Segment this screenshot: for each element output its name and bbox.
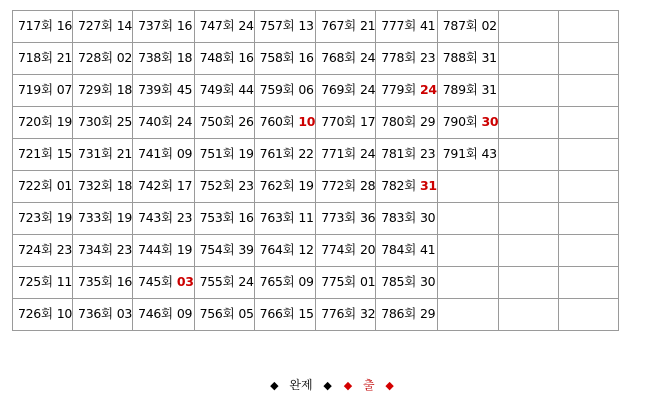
table-row <box>13 203 619 235</box>
legend-complete-label: 완제 <box>289 378 313 392</box>
table-cell <box>194 75 254 107</box>
draw-number: 26 <box>238 114 254 129</box>
table-cell <box>13 11 73 43</box>
table-cell <box>194 43 254 75</box>
table-cell <box>194 203 254 235</box>
draw-round-label: 748회 <box>199 50 235 65</box>
empty-cell <box>499 107 559 139</box>
table-cell <box>254 75 316 107</box>
table-cell <box>437 11 499 43</box>
draw-round-label: 767회 <box>321 18 356 33</box>
table-cell <box>376 235 438 267</box>
draw-number: 16 <box>56 18 73 33</box>
draw-round-label: 782회 <box>381 178 416 193</box>
table-row <box>13 235 619 267</box>
table-cell <box>194 299 254 331</box>
empty-cell <box>499 203 559 235</box>
draw-number: 41 <box>419 18 436 33</box>
table-row <box>13 11 619 43</box>
table-cell <box>133 267 195 299</box>
black-diamond-icon: ◆ <box>270 379 279 392</box>
draw-number: 30 <box>481 114 499 129</box>
table-cell <box>13 299 73 331</box>
table-cell <box>254 203 316 235</box>
draw-round-label: 773회 <box>321 210 356 225</box>
table-cell <box>194 267 254 299</box>
draw-number: 11 <box>298 210 314 225</box>
draw-number: 24 <box>359 82 376 97</box>
draw-number: 16 <box>116 274 133 289</box>
draw-round-label: 722회 <box>18 178 53 193</box>
draw-number: 03 <box>176 274 194 289</box>
draw-number: 16 <box>238 50 254 65</box>
draw-number: 29 <box>419 114 436 129</box>
draw-number: 23 <box>238 178 254 193</box>
draw-round-label: 754회 <box>199 242 235 257</box>
draw-number: 23 <box>176 210 193 225</box>
table-cell <box>13 171 73 203</box>
draw-round-label: 719회 <box>18 82 53 97</box>
draw-round-label: 720회 <box>18 114 53 129</box>
table-cell <box>133 203 195 235</box>
draw-round-label: 761회 <box>259 146 295 161</box>
empty-cell <box>499 267 559 299</box>
table-cell <box>316 11 376 43</box>
table-cell <box>254 107 316 139</box>
table-cell <box>13 203 73 235</box>
table-cell <box>194 171 254 203</box>
draw-round-label: 775회 <box>321 274 356 289</box>
draw-round-label: 724회 <box>18 242 53 257</box>
table-cell <box>316 107 376 139</box>
draw-round-label: 770회 <box>321 114 356 129</box>
draw-number: 18 <box>116 82 133 97</box>
draw-number: 30 <box>419 274 436 289</box>
black-diamond-icon: ◆ <box>323 379 332 392</box>
draw-round-label: 763회 <box>259 210 295 225</box>
draw-number: 19 <box>56 210 73 225</box>
draw-number: 16 <box>176 18 193 33</box>
empty-cell <box>499 139 559 171</box>
table-cell <box>73 235 133 267</box>
draw-number: 44 <box>238 82 254 97</box>
table-cell <box>316 299 376 331</box>
draw-round-label: 756회 <box>199 306 235 321</box>
draw-round-label: 739회 <box>138 82 173 97</box>
table-cell <box>316 235 376 267</box>
draw-number: 43 <box>481 146 497 161</box>
draw-number: 19 <box>298 178 314 193</box>
draw-round-label: 785회 <box>381 274 416 289</box>
draw-number: 10 <box>298 114 316 129</box>
empty-cell <box>559 267 619 299</box>
empty-cell <box>499 75 559 107</box>
empty-cell <box>499 11 559 43</box>
draw-number: 09 <box>298 274 314 289</box>
table-cell <box>376 43 438 75</box>
table-cell <box>254 171 316 203</box>
draw-round-label: 725회 <box>18 274 53 289</box>
draw-number: 24 <box>176 114 193 129</box>
draw-number: 12 <box>298 242 314 257</box>
draw-round-label: 740회 <box>138 114 173 129</box>
table-cell <box>73 171 133 203</box>
empty-cell <box>437 203 499 235</box>
draw-round-label: 744회 <box>138 242 173 257</box>
table-cell <box>133 107 195 139</box>
draw-round-label: 759회 <box>259 82 295 97</box>
draw-number: 23 <box>56 242 73 257</box>
draw-round-label: 779회 <box>381 82 416 97</box>
draw-number: 19 <box>176 242 193 257</box>
table-cell <box>73 107 133 139</box>
draw-number: 09 <box>176 146 193 161</box>
table-cell <box>437 75 499 107</box>
table-row <box>13 139 619 171</box>
table-cell <box>194 11 254 43</box>
empty-cell <box>499 171 559 203</box>
table-cell <box>254 235 316 267</box>
draw-round-label: 751회 <box>199 146 235 161</box>
draw-round-label: 752회 <box>199 178 235 193</box>
table-cell <box>254 267 316 299</box>
table-cell <box>133 171 195 203</box>
table-cell <box>133 139 195 171</box>
draw-number: 15 <box>56 146 73 161</box>
red-diamond-icon: ◆ <box>385 379 394 392</box>
draw-round-label: 765회 <box>259 274 295 289</box>
draw-round-label: 789회 <box>442 82 478 97</box>
draw-round-label: 738회 <box>138 50 173 65</box>
draw-number: 31 <box>481 50 497 65</box>
draw-number: 14 <box>116 18 133 33</box>
draw-round-label: 768회 <box>321 50 356 65</box>
table-cell <box>316 203 376 235</box>
table-cell <box>133 235 195 267</box>
draw-round-label: 723회 <box>18 210 53 225</box>
draw-round-label: 772회 <box>321 178 356 193</box>
table-cell <box>194 139 254 171</box>
table-cell <box>133 75 195 107</box>
draw-number: 16 <box>238 210 254 225</box>
draw-round-label: 731회 <box>78 146 113 161</box>
table-cell <box>73 11 133 43</box>
draw-round-label: 786회 <box>381 306 416 321</box>
table-body <box>13 11 619 331</box>
draw-round-label: 718회 <box>18 50 53 65</box>
empty-cell <box>437 171 499 203</box>
draw-number: 24 <box>238 18 254 33</box>
draw-round-label: 791회 <box>442 146 478 161</box>
draw-round-label: 747회 <box>199 18 235 33</box>
draw-round-label: 760회 <box>259 114 295 129</box>
draw-round-label: 721회 <box>18 146 53 161</box>
empty-cell <box>559 75 619 107</box>
table-row <box>13 267 619 299</box>
table-cell <box>13 139 73 171</box>
draw-number: 28 <box>359 178 376 193</box>
table-cell <box>376 203 438 235</box>
table-cell <box>316 139 376 171</box>
draw-number: 02 <box>481 18 497 33</box>
draw-round-label: 729회 <box>78 82 113 97</box>
draw-number: 19 <box>56 114 73 129</box>
table-cell <box>376 299 438 331</box>
draw-round-label: 737회 <box>138 18 173 33</box>
table-cell <box>316 75 376 107</box>
draw-number: 20 <box>359 242 376 257</box>
draw-number: 02 <box>116 50 133 65</box>
table-cell <box>73 299 133 331</box>
table-row <box>13 75 619 107</box>
draw-round-label: 778회 <box>381 50 416 65</box>
empty-cell <box>499 299 559 331</box>
table-cell <box>73 75 133 107</box>
table-cell <box>13 267 73 299</box>
legend-out-label: 출 <box>363 378 375 392</box>
draw-number: 03 <box>116 306 133 321</box>
draw-number: 06 <box>298 82 314 97</box>
draw-round-label: 745회 <box>138 274 173 289</box>
draw-round-label: 787회 <box>442 18 478 33</box>
draw-round-label: 749회 <box>199 82 235 97</box>
table-cell <box>194 235 254 267</box>
draw-number: 13 <box>298 18 314 33</box>
draw-round-label: 732회 <box>78 178 113 193</box>
draw-round-label: 755회 <box>199 274 235 289</box>
table-row <box>13 171 619 203</box>
empty-cell <box>499 235 559 267</box>
draw-number: 07 <box>56 82 73 97</box>
draw-number: 21 <box>56 50 73 65</box>
draw-number: 05 <box>238 306 254 321</box>
draw-round-label: 766회 <box>259 306 295 321</box>
table-cell <box>13 235 73 267</box>
empty-cell <box>437 267 499 299</box>
draw-number: 09 <box>176 306 193 321</box>
draw-number: 18 <box>116 178 133 193</box>
draw-number: 24 <box>419 82 437 97</box>
table-cell <box>376 267 438 299</box>
table-cell <box>73 203 133 235</box>
draw-number-table <box>12 10 619 331</box>
table-cell <box>316 171 376 203</box>
empty-cell <box>499 43 559 75</box>
table-cell <box>437 139 499 171</box>
table-cell <box>437 107 499 139</box>
table-cell <box>316 43 376 75</box>
empty-cell <box>437 299 499 331</box>
draw-number: 15 <box>298 306 314 321</box>
empty-cell <box>559 171 619 203</box>
empty-cell <box>559 43 619 75</box>
draw-round-label: 726회 <box>18 306 53 321</box>
draw-round-label: 730회 <box>78 114 113 129</box>
draw-round-label: 788회 <box>442 50 478 65</box>
draw-number: 31 <box>481 82 497 97</box>
draw-number: 24 <box>359 50 376 65</box>
table-cell <box>73 267 133 299</box>
table-cell <box>73 43 133 75</box>
empty-cell <box>559 107 619 139</box>
table-cell <box>376 107 438 139</box>
draw-number: 23 <box>419 50 436 65</box>
draw-number: 17 <box>359 114 376 129</box>
draw-round-label: 753회 <box>199 210 235 225</box>
table-cell <box>133 299 195 331</box>
table-cell <box>376 171 438 203</box>
draw-number: 29 <box>419 306 436 321</box>
draw-round-label: 735회 <box>78 274 113 289</box>
draw-number: 22 <box>298 146 314 161</box>
draw-number: 25 <box>116 114 133 129</box>
draw-number: 21 <box>359 18 376 33</box>
table-cell <box>376 11 438 43</box>
draw-number: 23 <box>116 242 133 257</box>
draw-round-label: 777회 <box>381 18 416 33</box>
draw-number: 21 <box>116 146 133 161</box>
draw-round-label: 743회 <box>138 210 173 225</box>
table-cell <box>254 299 316 331</box>
draw-round-label: 769회 <box>321 82 356 97</box>
empty-cell <box>559 11 619 43</box>
draw-round-label: 774회 <box>321 242 356 257</box>
empty-cell <box>559 139 619 171</box>
draw-round-label: 717회 <box>18 18 53 33</box>
table-cell <box>13 75 73 107</box>
table-cell <box>194 107 254 139</box>
draw-round-label: 784회 <box>381 242 416 257</box>
draw-round-label: 780회 <box>381 114 416 129</box>
draw-number: 10 <box>56 306 73 321</box>
table-cell <box>376 139 438 171</box>
empty-cell <box>559 203 619 235</box>
table-cell <box>133 43 195 75</box>
draw-round-label: 764회 <box>259 242 295 257</box>
table-cell <box>254 43 316 75</box>
table-cell <box>133 11 195 43</box>
draw-number: 36 <box>359 210 376 225</box>
table-row <box>13 43 619 75</box>
draw-number: 19 <box>238 146 254 161</box>
draw-number: 19 <box>116 210 133 225</box>
red-diamond-icon: ◆ <box>343 379 353 392</box>
legend <box>0 376 664 393</box>
draw-round-label: 783회 <box>381 210 416 225</box>
draw-number: 32 <box>359 306 376 321</box>
draw-round-label: 757회 <box>259 18 295 33</box>
table-row <box>13 107 619 139</box>
draw-number: 24 <box>359 146 376 161</box>
draw-number: 16 <box>298 50 314 65</box>
draw-round-label: 733회 <box>78 210 113 225</box>
draw-number: 23 <box>419 146 436 161</box>
table-cell <box>254 139 316 171</box>
draw-number: 30 <box>419 210 436 225</box>
draw-number: 24 <box>238 274 254 289</box>
draw-round-label: 742회 <box>138 178 173 193</box>
draw-number: 18 <box>176 50 193 65</box>
draw-round-label: 776회 <box>321 306 356 321</box>
draw-round-label: 727회 <box>78 18 113 33</box>
table-cell <box>376 75 438 107</box>
table-cell <box>316 267 376 299</box>
draw-number: 31 <box>419 178 437 193</box>
draw-round-label: 728회 <box>78 50 113 65</box>
draw-round-label: 790회 <box>442 114 478 129</box>
draw-number: 41 <box>419 242 436 257</box>
table-cell <box>254 11 316 43</box>
draw-round-label: 736회 <box>78 306 113 321</box>
empty-cell <box>559 299 619 331</box>
draw-round-label: 746회 <box>138 306 173 321</box>
draw-round-label: 758회 <box>259 50 295 65</box>
draw-round-label: 781회 <box>381 146 416 161</box>
draw-round-label: 771회 <box>321 146 356 161</box>
empty-cell <box>437 235 499 267</box>
draw-number: 39 <box>238 242 254 257</box>
draw-number: 17 <box>176 178 193 193</box>
table-cell <box>437 43 499 75</box>
draw-number: 01 <box>56 178 73 193</box>
draw-number: 45 <box>176 82 193 97</box>
draw-round-label: 762회 <box>259 178 295 193</box>
draw-round-label: 750회 <box>199 114 235 129</box>
table-row <box>13 299 619 331</box>
draw-number: 11 <box>56 274 73 289</box>
empty-cell <box>559 235 619 267</box>
draw-number: 01 <box>359 274 376 289</box>
table-cell <box>13 107 73 139</box>
table-cell <box>13 43 73 75</box>
draw-round-label: 741회 <box>138 146 173 161</box>
table-cell <box>73 139 133 171</box>
draw-round-label: 734회 <box>78 242 113 257</box>
